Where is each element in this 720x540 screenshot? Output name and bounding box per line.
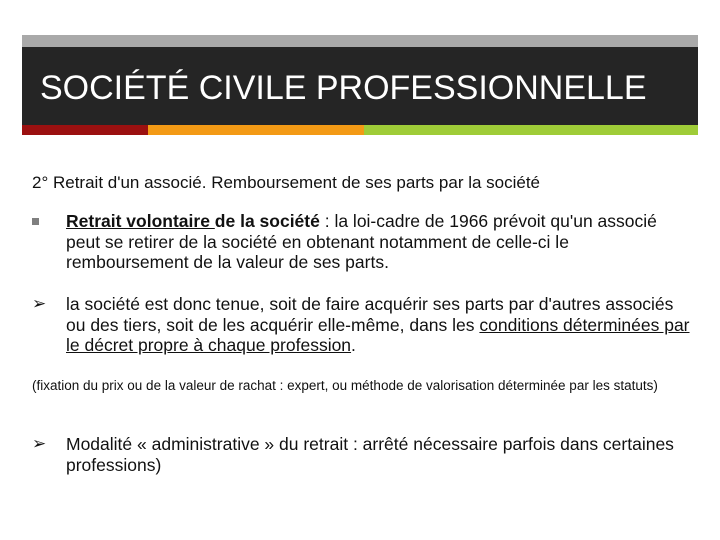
square-bullet-icon bbox=[32, 218, 39, 225]
paragraph-body: Modalité « administrative » du retrait : arrêté nécessaire parfois dans certaines professions) bbox=[66, 434, 674, 475]
color-strip bbox=[22, 125, 698, 135]
paragraph-modalite bbox=[32, 434, 692, 475]
paragraph-societe-tenue bbox=[32, 294, 692, 356]
paragraph-text bbox=[32, 294, 692, 356]
emphasis-de-la-societe: de la société bbox=[214, 211, 320, 231]
strip-red bbox=[22, 125, 148, 135]
paragraph-text bbox=[32, 211, 692, 273]
paragraph-retrait-volontaire bbox=[32, 211, 692, 273]
note-fixation-prix: (fixation du prix ou de la valeur de rachat : expert, ou méthode de valorisation déterminée par les statuts) bbox=[32, 378, 658, 393]
strip-orange bbox=[148, 125, 364, 135]
paragraph-body: : la loi-cadre de 1966 prévoit qu'un associé peut se retirer de la société en obtenant notamment de celle-ci le remboursement de la valeur de ses parts. bbox=[66, 211, 657, 272]
top-rule bbox=[22, 35, 698, 47]
arrow-bullet-icon: ➢ bbox=[32, 434, 47, 454]
paragraph-end: . bbox=[351, 335, 356, 355]
section-subtitle: 2° Retrait d'un associé. Remboursement de ses parts par la société bbox=[32, 173, 541, 192]
slide-title: SOCIÉTÉ CIVILE PROFESSIONNELLE bbox=[40, 69, 647, 107]
emphasis-retrait-volontaire: Retrait volontaire bbox=[66, 211, 215, 231]
paragraph-body: la société est donc tenue, soit de faire acquérir ses parts par d'autres associés ou des tiers, soit de les acquérir elle-même, dans les bbox=[66, 294, 674, 335]
underlined-conditions: conditions déterminées par le décret propre à chaque profession bbox=[66, 314, 690, 355]
strip-green bbox=[364, 125, 698, 135]
arrow-bullet-icon: ➢ bbox=[32, 294, 47, 314]
